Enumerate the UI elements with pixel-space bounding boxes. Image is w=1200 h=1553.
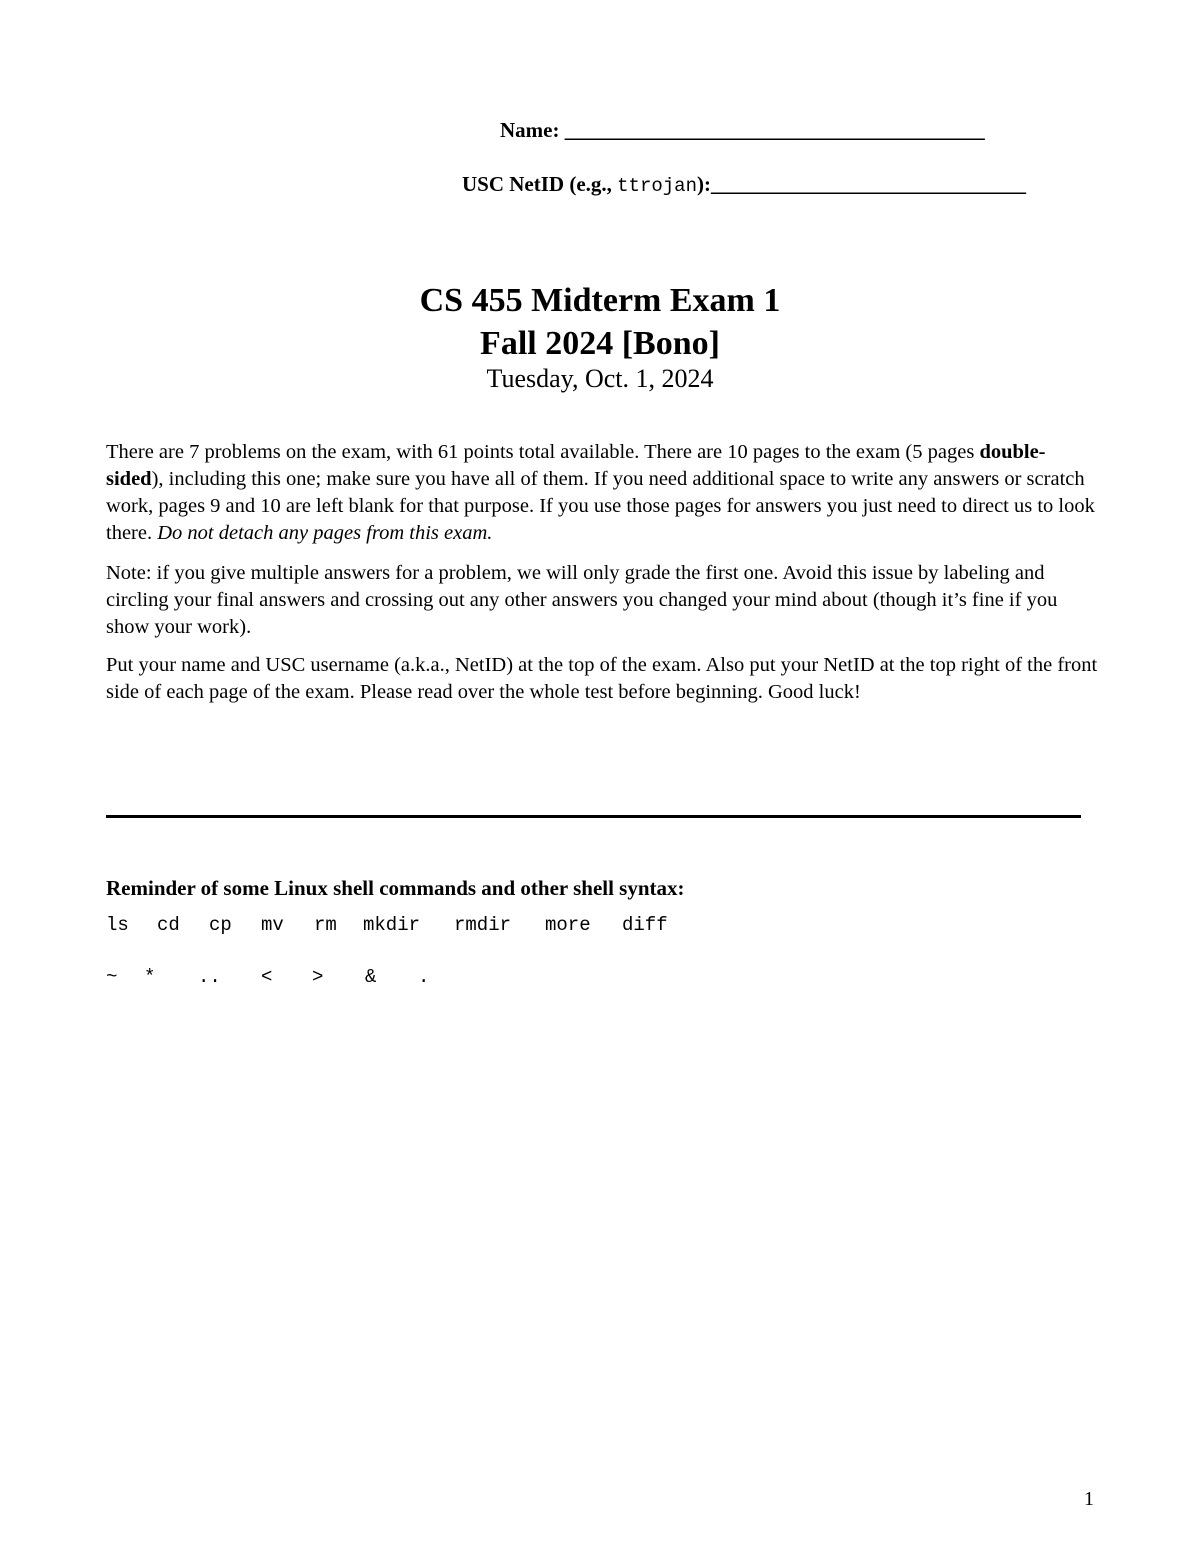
netid-label-suffix: ): [696,172,711,196]
instructions-p1-text-a: There are 7 problems on the exam, with 61 points total available. There are 10 pages to the exam (5 pages [106,441,980,463]
netid-field [462,172,1026,197]
instructions-p1-italic: Do not detach any pages from this exam. [157,522,493,544]
name-label: Name: [500,118,560,142]
symbol-greater-than: > [312,966,324,988]
netid-example: ttrojan [617,175,697,197]
netid-label-prefix: USC NetID (e.g., [462,172,618,196]
page-number: 1 [1084,1488,1094,1510]
exam-term: Fall 2024 [Bono] [480,325,720,362]
name-field [500,118,985,143]
reminder-heading: Reminder of some Linux shell commands and other shell syntax: [106,876,685,900]
command-more: more [545,914,591,936]
command-rm: rm [314,914,337,936]
instructions-paragraph-3: Put your name and USC username (a.k.a., NetID) at the top of the exam. Also put your NetID at the top right of the front side of each page of the exam. Please read over the whole test before beginning. Good luck! [106,654,1098,703]
symbol-tilde: ~ [106,966,118,988]
instructions-p1-bold: double-sided [106,441,1046,490]
command-ls: ls [106,914,129,936]
command-mkdir: mkdir [363,914,421,936]
symbol-dotdot: .. [198,966,221,988]
command-cp: cp [209,914,232,936]
exam-title: CS 455 Midterm Exam 1 [419,282,781,319]
symbol-dot: . [418,966,430,988]
command-mv: mv [261,914,284,936]
symbol-ampersand: & [365,966,377,988]
symbol-less-than: < [261,966,273,988]
command-cd: cd [157,914,180,936]
instructions-p1-text-b: ), including this one; make sure you have all of them. If you need additional space to write any answers or scratch work, pages 9 and 10 are left blank for that purpose. If you use those pages for answers you just need to direct us to look there. [106,468,1095,544]
exam-date: Tuesday, Oct. 1, 2024 [486,364,714,393]
command-rmdir: rmdir [454,914,512,936]
instructions-paragraph-1 [106,439,1098,547]
section-divider [106,815,1081,818]
netid-blank-line: ______________________________ [710,172,1026,196]
instructions-paragraph-2: Note: if you give multiple answers for a problem, we will only grade the first one. Avoid this issue by labeling and circling your final answers and crossing out any other answers you changed your mind about (though it’s fine if you show your work). [106,562,1058,638]
command-diff: diff [622,914,668,936]
symbol-star: * [144,966,156,988]
name-blank-line: ________________________________________ [564,118,985,142]
